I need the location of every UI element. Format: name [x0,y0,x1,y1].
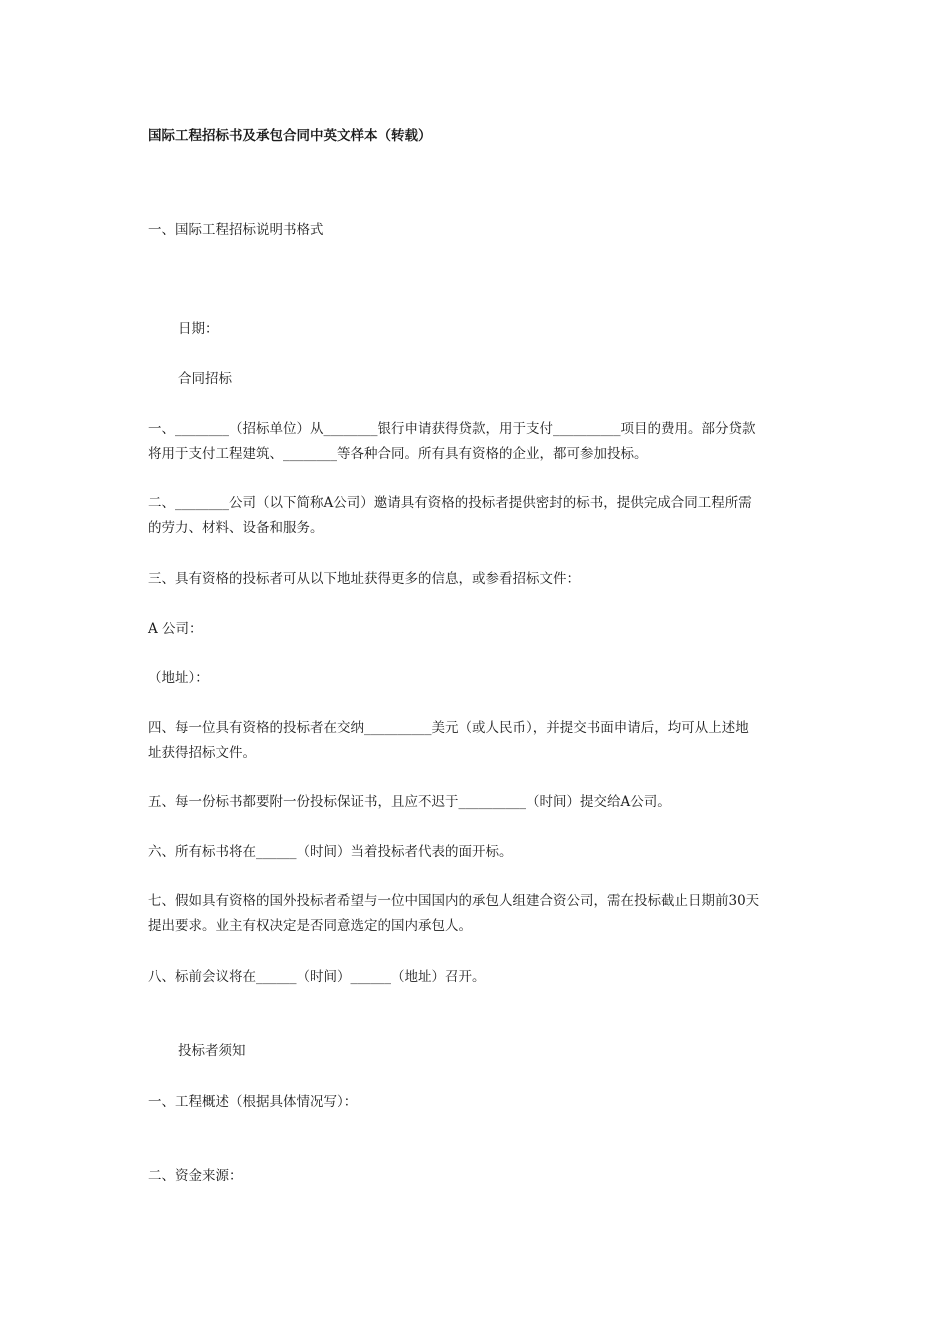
item-3: 三、具有资格的投标者可从以下地址获得更多的信息，或参看招标文件： [148,571,580,587]
item-1 [148,417,808,467]
item-1-line-1: 一、________（招标单位）从________银行申请获得贷款，用于支付__________项目的费用。部分贷款 [148,421,756,437]
item-5: 五、每一份标书都要附一份投标保证书，且应不迟于__________（时间）提交给A公司。 [148,794,671,810]
item-6: 六、所有标书将在______（时间）当着投标者代表的面开标。 [148,844,513,860]
item-8: 八、标前会议将在______（时间）______（地址）召开。 [148,969,486,985]
date-label: 日期： [178,321,219,337]
bidder-item-2: 二、资金来源： [148,1168,243,1184]
item-1-line-2: 将用于支付工程建筑、________等各种合同。所有具有资格的企业，都可参加投标。 [148,446,648,462]
item-2-line-1: 二、________公司（以下简称A公司）邀请具有资格的投标者提供密封的标书，提供完成合同工程所需 [148,495,752,511]
item-7 [148,889,808,939]
item-2-line-2: 的劳力、材料、设备和服务。 [148,520,324,536]
item-4-line-2: 址获得招标文件。 [148,745,256,761]
contract-heading: 合同招标 [178,371,232,387]
bidder-heading: 投标者须知 [178,1043,246,1059]
item-4-line-1: 四、每一位具有资格的投标者在交纳__________美元（或人民币），并提交书面申请后，均可从上述地 [148,720,749,736]
item-7-line-2: 提出要求。业主有权决定是否同意选定的国内承包人。 [148,918,472,934]
document-title: 国际工程招标书及承包合同中英文样本（转载） [148,128,432,144]
bidder-item-1: 一、工程概述（根据具体情况写）： [148,1094,358,1110]
item-7-line-1: 七、假如具有资格的国外投标者希望与一位中国国内的承包人组建合资公司，需在投标截止日期前30天 [148,893,760,909]
item-2 [148,491,808,541]
section-heading: 一、国际工程招标说明书格式 [148,222,324,238]
item-4 [148,716,808,766]
company-label: A 公司： [148,621,203,637]
address-label: （地址）： [148,670,209,686]
